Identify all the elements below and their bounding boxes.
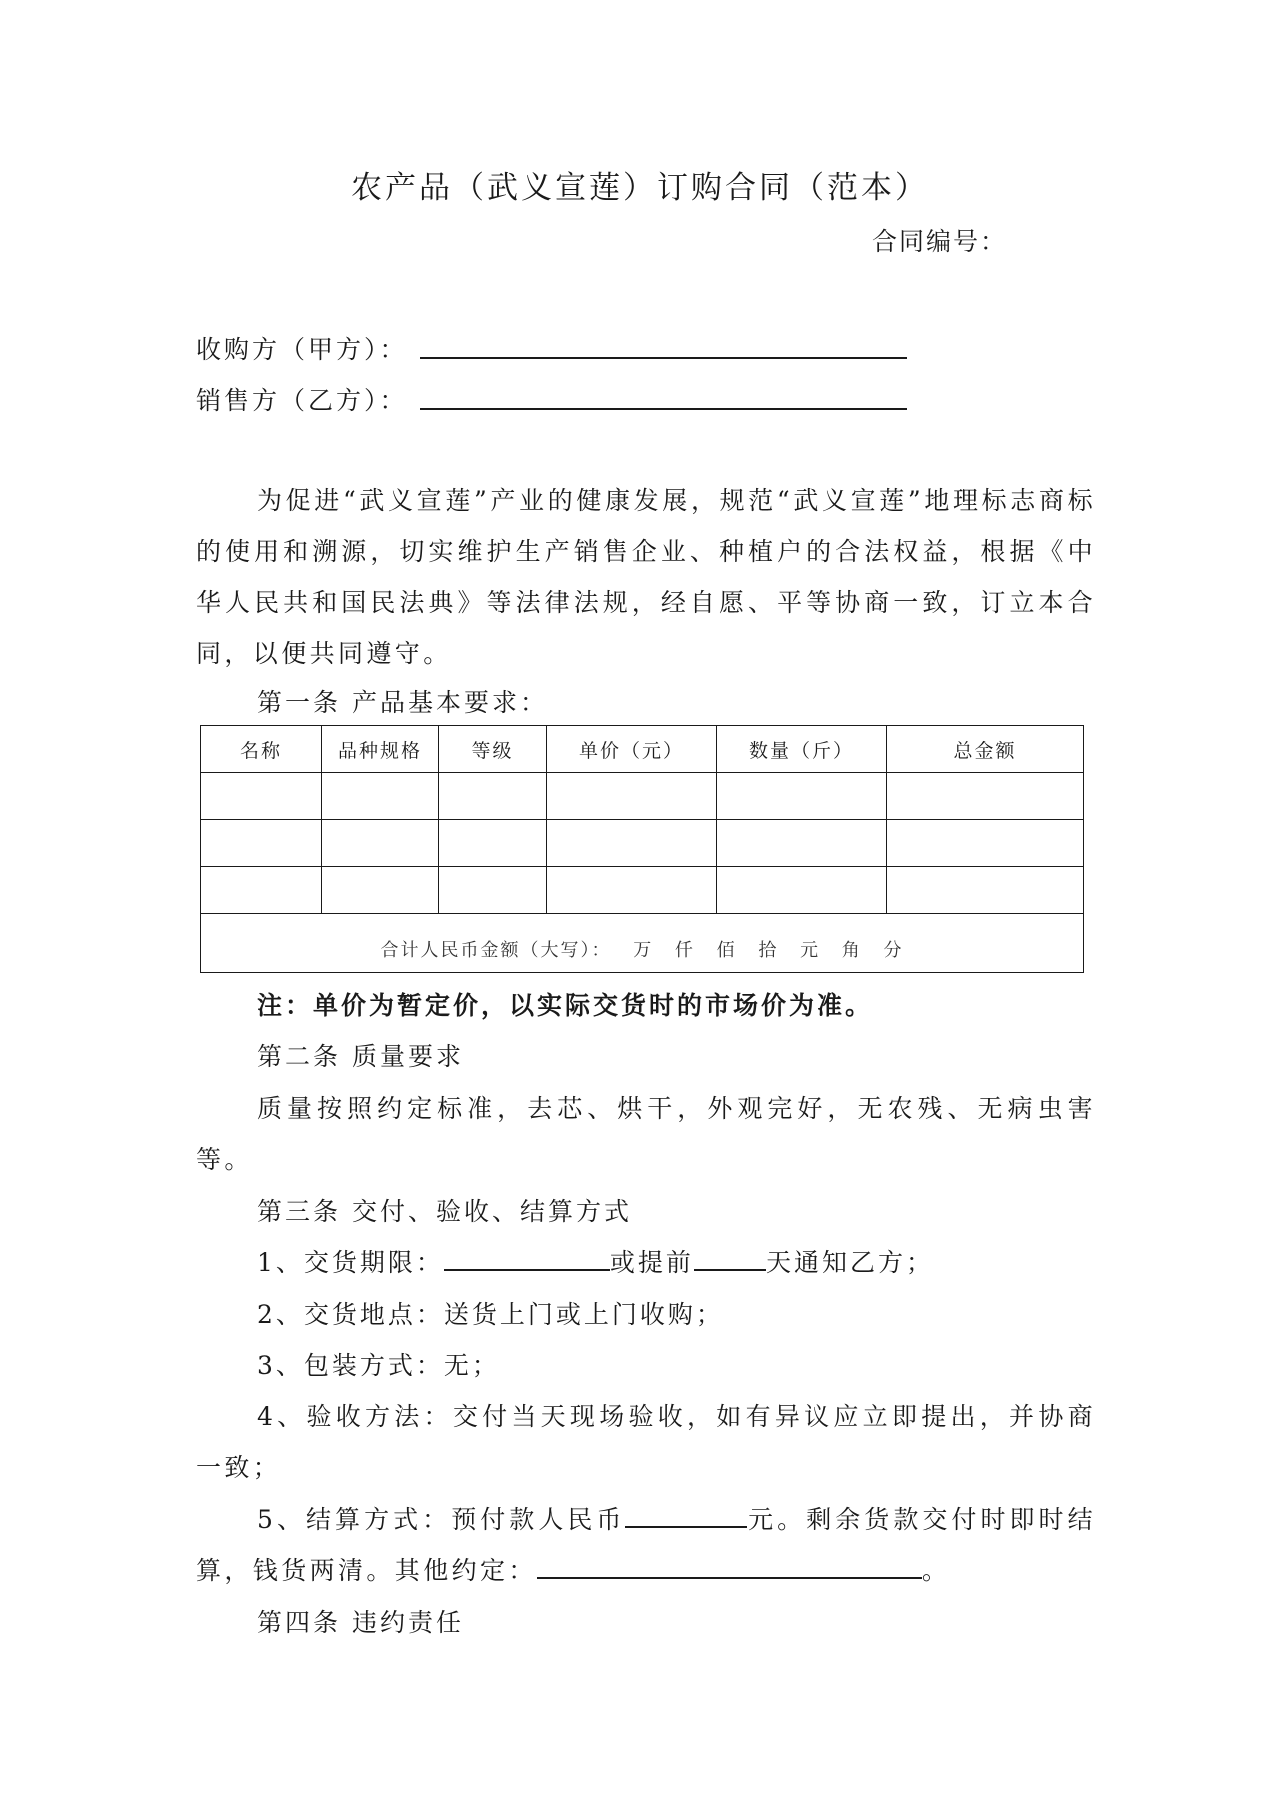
table-cell[interactable] xyxy=(439,820,547,867)
table-cell[interactable] xyxy=(322,867,439,914)
table-total-row xyxy=(201,914,1084,973)
table-cell[interactable] xyxy=(887,820,1084,867)
table-cell[interactable] xyxy=(201,773,322,820)
table-cell[interactable] xyxy=(717,773,887,820)
seller-label: 销售方（乙方）： xyxy=(196,386,408,415)
table-cell[interactable] xyxy=(439,773,547,820)
item-2-delivery-place: 2、交货地点：送货上门或上门收购； xyxy=(257,1300,724,1329)
contract-number-label: 合同编号： xyxy=(872,227,1008,256)
table-row xyxy=(201,773,1084,820)
table-header-cell: 总金额 xyxy=(887,726,1084,773)
item-5-end: 。 xyxy=(921,1556,951,1585)
item-5-mid: 元。剩余货款交付时即时结算，钱货两清。其他约定： xyxy=(196,1505,1096,1585)
prepayment-field[interactable] xyxy=(625,1504,747,1528)
buyer-field[interactable] xyxy=(420,357,907,359)
buyer-label: 收购方（甲方）： xyxy=(196,335,408,364)
item-1-end: 天通知乙方； xyxy=(765,1248,934,1277)
table-cell[interactable] xyxy=(201,820,322,867)
product-table xyxy=(200,725,1084,973)
page-title: 农产品（武义宣莲）订购合同（范本） xyxy=(351,170,929,206)
item-4-acceptance: 4、验收方法：交付当天现场验收，如有异议应立即提出，并协商一致； xyxy=(196,1402,1096,1482)
table-cell[interactable] xyxy=(717,820,887,867)
other-terms-field[interactable] xyxy=(537,1555,922,1579)
item-5-settlement xyxy=(196,1494,1096,1596)
table-cell[interactable] xyxy=(439,867,547,914)
table-header-cell: 单价（元） xyxy=(547,726,717,773)
quality-paragraph: 质量按照约定标准，去芯、烘干，外观完好，无农残、无病虫害等。 xyxy=(196,1094,1096,1174)
table-cell[interactable] xyxy=(322,773,439,820)
table-cell[interactable] xyxy=(547,867,717,914)
table-cell[interactable] xyxy=(547,820,717,867)
article-1-heading: 第一条 产品基本要求： xyxy=(257,688,548,717)
delivery-date-field[interactable] xyxy=(444,1247,610,1271)
table-total-cell[interactable]: 合计人民币金额（大写）： 万 仟 佰 拾 元 角 分 xyxy=(201,914,1084,973)
table-header-cell: 名称 xyxy=(201,726,322,773)
table-header-row xyxy=(201,726,1084,773)
article-3-heading: 第三条 交付、验收、结算方式 xyxy=(257,1197,632,1226)
seller-field[interactable] xyxy=(420,408,907,410)
preamble-paragraph: 为促进“武义宣莲”产业的健康发展，规范“武义宣莲”地理标志商标的使用和溯源，切实维护生产销售企业、种植户的合法权益，根据《中华人民共和国民法典》等法律法规，经自愿、平等协商一致，订立本合同，以便共同遵守。 xyxy=(196,486,1096,668)
table-header-cell: 品种规格 xyxy=(322,726,439,773)
notice-days-field[interactable] xyxy=(694,1247,766,1271)
item-5-label: 5、结算方式：预付款人民币 xyxy=(257,1505,626,1534)
table-cell[interactable] xyxy=(547,773,717,820)
table-cell[interactable] xyxy=(322,820,439,867)
table-cell[interactable] xyxy=(887,867,1084,914)
item-1-delivery-period xyxy=(257,1237,934,1288)
article-4-heading: 第四条 违约责任 xyxy=(257,1608,464,1637)
item-1-mid: 或提前 xyxy=(609,1248,694,1277)
price-note: 注：单价为暂定价，以实际交货时的市场价为准。 xyxy=(257,991,874,1020)
table-header-cell: 等级 xyxy=(439,726,547,773)
table-header-cell: 数量（斤） xyxy=(717,726,887,773)
item-3-packaging: 3、包装方式：无； xyxy=(257,1351,500,1380)
table-cell[interactable] xyxy=(717,867,887,914)
table-cell[interactable] xyxy=(887,773,1084,820)
table-row xyxy=(201,867,1084,914)
item-1-label: 1、交货期限： xyxy=(257,1248,444,1277)
article-2-heading: 第二条 质量要求 xyxy=(257,1042,464,1071)
table-cell[interactable] xyxy=(201,867,322,914)
table-row xyxy=(201,820,1084,867)
